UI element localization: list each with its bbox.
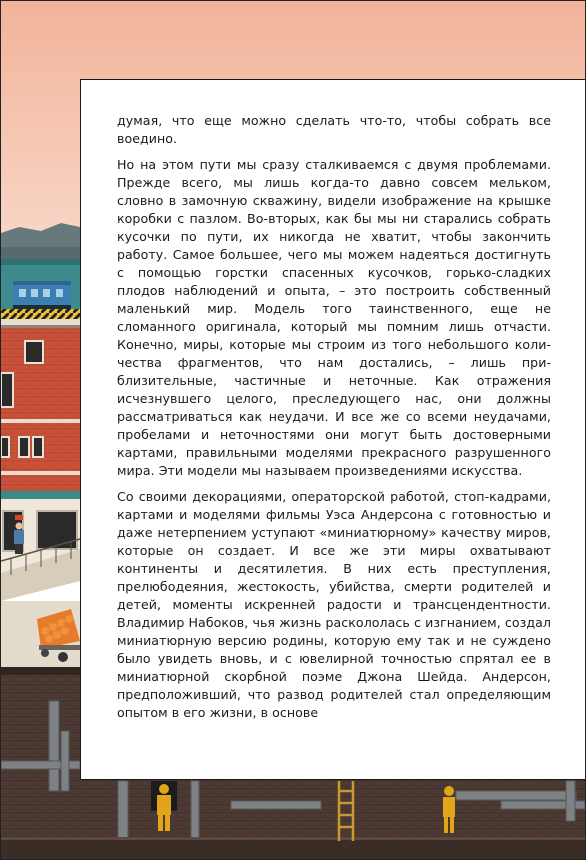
train xyxy=(13,281,71,309)
text-panel xyxy=(80,79,586,780)
paragraph-2: Но на этом пути мы сразу сталкиваемся с двумя проблемами. Прежде всего, мы лишь когда-то давно совсем мельком, словно в замочную скважину, видели изображение на крышке коробки с пазлом. Во-вторых, как бы мы ни старались собрать кусочки по пути, их никогда не хватит, чтобы закончить работу. Самое большее, чего мы можем надеяться достигнуть с помощью горстки спасенных кусочков, горько-сладких плодов наблюдений и опыта, – это построить собственный маленький мир. Модель того таинственного, еще не сломанного оригинала, который мы помним лишь отчасти. Конечно, миры, которые мы строим из того небольшого количества фрагментов, что нам достались, – лишь приблизительные, частичные и неточные. Как отражения исчезнувшего целого, преследующего нас, они должны рассматриваться как неудачи. И все же со всеми неудачами, пробелами и неточностями они могут быть достоверными картами, правильными моделями прекрасного разрушенного мира. Эти модели мы называем произведениями искусства. xyxy=(117,157,551,478)
paragraph-1: думая, что еще можно сделать что-то, чтобы собрать все воедино. xyxy=(117,113,551,146)
paragraph-3: Со своими декорациями, операторской работой, стоп-кадрами, картами и моделями фильмы Уэса Андерсона с готовностью и даже нетерпением уступают «миниатюрному» качеству миров, которые он создает. И все же эти миры охватывают континенты и десятилетия. В них есть преступления, прелюбодеяния, жестокость, убийства, смерти родителей и детей, моменты искренней радости и трансцендентности. Владимир Набоков, чья жизнь раскололась с изгнанием, создал миниатюрную версию родины, которую ему так и не суждено было увидеть вновь, и с ювелирной точностью спрятал ее в миниатюрной скорбной поэме Джона Шейда. Андерсон, предположивший, что развод родителей стал определяющим опытом в его жизни, в основе xyxy=(117,489,551,720)
